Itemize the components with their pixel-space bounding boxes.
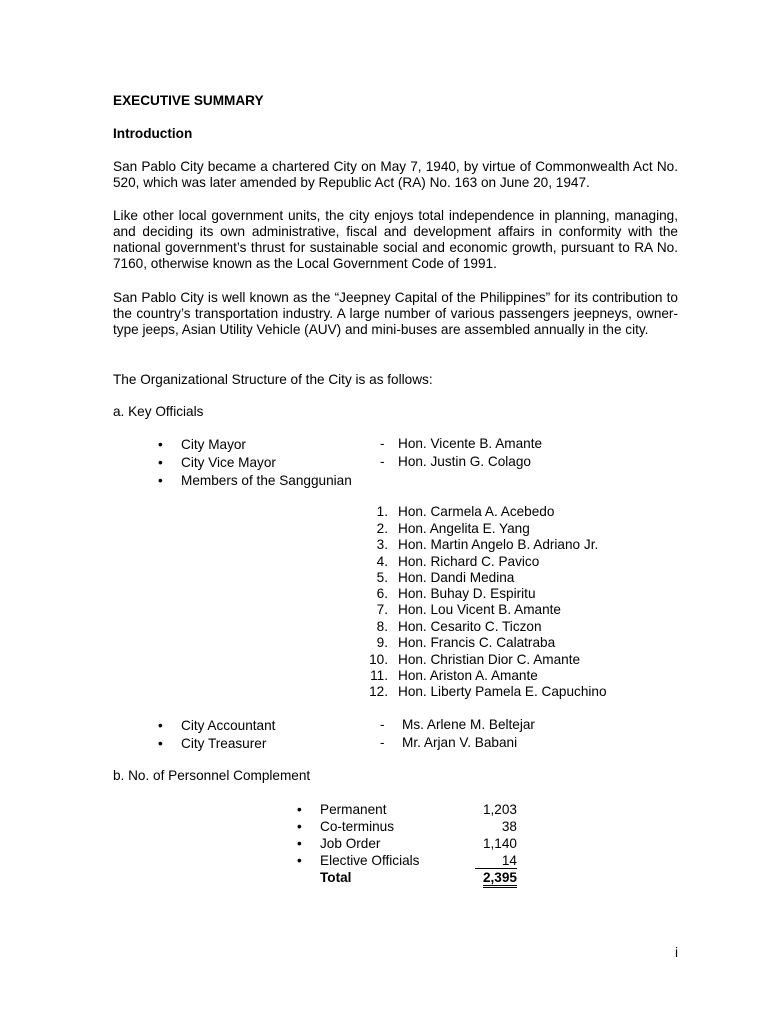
member-name: Hon. Liberty Pamela E. Capuchino [398,684,607,699]
personnel-item-value: 38 [501,819,517,834]
bullet: • [297,853,302,868]
official-name: Ms. Arlene M. Beltejar [402,717,535,732]
bullet: • [158,473,163,488]
official-position: City Accountant [181,718,276,733]
dash: - [380,717,385,732]
member-number: 6. [376,586,388,601]
personnel-item-value: 1,140 [482,836,517,851]
member-number: 3. [376,537,388,552]
member-number: 7. [376,602,388,617]
member-number: 2. [376,521,388,536]
personnel-item-label: Permanent [320,802,387,817]
member-number: 9. [376,635,388,650]
member-number: 8. [376,619,388,634]
personnel-total-value: 2,395 [483,871,517,888]
bullet: • [158,437,163,452]
official-position: City Vice Mayor [181,455,276,470]
page-number: i [675,945,679,960]
member-name: Hon. Christian Dior C. Amante [398,652,581,667]
official-position: City Mayor [181,437,246,452]
member-name: Hon. Richard C. Pavico [398,554,540,569]
member-number: 12. [369,684,388,699]
member-number: 11. [370,668,388,683]
official-name: Hon. Justin G. Colago [398,454,531,469]
paragraph-3: San Pablo City is well known as the “Jeepney Capital of the Philippines” for its contribution to the country’s transportation industry. A large number of various passengers jeepneys, owner-type jeeps, Asian Utility Vehicle (AUV) and mini-buses are assembled annually in the city. [113,290,678,337]
member-name: Hon. Martin Angelo B. Adriano Jr. [398,537,599,552]
personnel-label: b. No. of Personnel Complement [113,768,311,783]
document-heading: EXECUTIVE SUMMARY [113,93,264,108]
bullet: • [297,802,302,817]
bullet: • [297,819,302,834]
member-name: Hon. Angelita E. Yang [398,521,530,536]
official-position: Members of the Sanggunian [181,473,352,488]
bullet: • [297,836,302,851]
personnel-item-label: Job Order [320,836,381,851]
personnel-item-value: 1,203 [482,802,517,817]
member-name: Hon. Dandi Medina [398,570,515,585]
member-name: Hon. Ariston A. Amante [398,668,538,683]
personnel-item-label: Co-terminus [320,819,395,834]
paragraph-1: San Pablo City became a chartered City on May 7, 1940, by virtue of Commonwealth Act No. 520, which was later amended by Republic Act (RA) No. 163 on June 20, 1947. [113,159,678,190]
official-name: Hon. Vicente B. Amante [398,436,543,451]
bullet: • [158,455,163,470]
dash: - [380,735,385,750]
member-name: Hon. Buhay D. Espiritu [398,586,536,601]
official-name: Mr. Arjan V. Babani [402,735,518,750]
bullet: • [158,718,163,733]
paragraph-4: The Organizational Structure of the City is as follows: [113,372,433,387]
elective-value-underlined: 14 [475,854,517,869]
member-name: Hon. Lou Vicent B. Amante [398,602,561,617]
bullet: • [158,736,163,751]
personnel-item-value [440,853,517,869]
member-number: 5. [376,570,388,585]
section-subheading: Introduction [113,126,193,141]
paragraph-2: Like other local government units, the city enjoys total independence in planning, managing, and deciding its own administrative, fiscal and development affairs in conformity with the national government’s thrust for sustainable social and economic growth, pursuant to RA No. 7160, otherwise known as the Local Government Code of 1991. [113,208,678,271]
member-number: 4. [376,554,388,569]
official-position: City Treasurer [181,736,267,751]
dash: - [380,454,385,469]
dash: - [380,436,385,451]
member-name: Hon. Francis C. Calatraba [398,635,556,650]
member-number: 10. [369,652,388,667]
member-name: Hon. Carmela A. Acebedo [398,504,555,519]
personnel-total-value-wrap [440,870,517,888]
member-number: 1. [376,504,388,519]
personnel-item-label: Elective Officials [320,853,420,868]
personnel-total-label: Total [320,870,352,885]
member-name: Hon. Cesarito C. Ticzon [398,619,542,634]
key-officials-label: a. Key Officials [113,404,204,419]
